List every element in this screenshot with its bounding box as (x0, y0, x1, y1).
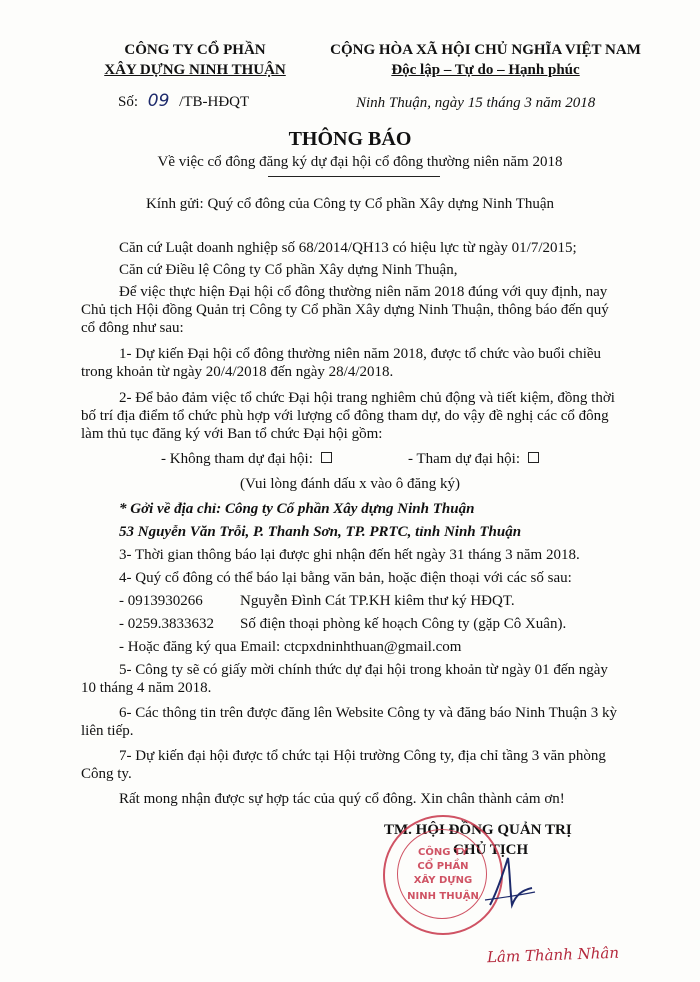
nation-title: CỘNG HÒA XÃ HỘI CHỦ NGHĨA VIỆT NAM (330, 42, 641, 58)
phone1-description: Nguyễn Đình Cát TP.KH kiêm thư ký HĐQT. (240, 593, 515, 609)
seal-text-line1: CÔNG TY (418, 847, 468, 858)
signer-name: Lâm Thành Nhân (486, 943, 620, 967)
intro-line2: Chủ tịch Hội đồng Quản trị Công ty Cổ phần Xây dựng Ninh Thuận, thông báo đến quý (81, 302, 609, 318)
date-year: 2018 (565, 95, 596, 111)
item3-line: 3- Thời gian thông báo lại được ghi nhận đến hết ngày 31 tháng 3 năm 2018. (119, 547, 580, 563)
option-not-attending (161, 451, 332, 468)
item1-line2: trong khoản từ ngày 20/4/2018 đến ngày 28/4/2018. (81, 364, 394, 380)
on-behalf-label: TM. HỘI ĐỒNG QUẢN TRỊ (384, 822, 572, 838)
item2-line2: bố trí địa điểm tổ chức phù hợp với lượng cổ đông tham dự, do vậy đề nghị các cổ đông (81, 408, 609, 424)
basis-law: Căn cứ Luật doanh nghiệp số 68/2014/QH13 có hiệu lực từ ngày 01/7/2015; (119, 240, 577, 256)
place-date-prefix: Ninh Thuận, ngày (356, 95, 464, 111)
closing-line: Rất mong nhận được sự hợp tác của quý cổ đông. Xin chân thành cảm ơn! (119, 791, 565, 807)
place-date (356, 95, 595, 112)
number-suffix: /TB-HĐQT (179, 94, 250, 110)
date-month: 3 (524, 95, 532, 111)
company-name-line1: CÔNG TY CỔ PHẦN (124, 42, 266, 58)
attending-checkbox[interactable] (528, 452, 539, 463)
phone2-description: Số điện thoại phòng kế hoạch Công ty (gặp Cô Xuân). (240, 616, 567, 632)
number-label: Số: (118, 94, 139, 110)
intro-line3: cổ đông như sau: (81, 320, 184, 336)
item5-line2: 10 tháng 4 năm 2018. (81, 680, 212, 696)
handwritten-signature (480, 850, 540, 920)
date-year-label: năm (535, 95, 562, 111)
seal-text-line2: CỔ PHẦN (417, 861, 469, 872)
email-line: - Hoặc đăng ký qua Email: ctcpxdninhthuan@gmail.com (119, 639, 462, 655)
basis-charter: Căn cứ Điều lệ Công ty Cổ phần Xây dựng Ninh Thuận, (119, 262, 458, 278)
option-attending-label: - Tham dự đại hội: (408, 451, 521, 467)
number-value: 09 (147, 91, 170, 111)
option-not-attending-label: - Không tham dự đại hội: (161, 451, 313, 467)
document-title: THÔNG BÁO (288, 128, 412, 150)
not-attending-checkbox[interactable] (321, 452, 332, 463)
item4-line: 4- Quý cổ đông có thể báo lại bằng văn bản, hoặc điện thoại với các số sau: (119, 570, 572, 586)
date-day: 15 (467, 95, 483, 111)
item7-line1: 7- Dự kiến đại hội được tổ chức tại Hội trường Công ty, địa chỉ tầng 3 văn phòng (119, 748, 606, 764)
company-seal-inner-ring (397, 829, 487, 919)
seal-text-line4: NINH THUẬN (407, 891, 479, 902)
checkbox-instruction: (Vui lòng đánh dấu x vào ô đăng ký) (240, 476, 460, 492)
recipient-line: Kính gửi: Quý cổ đông của Công ty Cổ phần Xây dựng Ninh Thuận (145, 196, 555, 212)
item6-line2: liên tiếp. (81, 723, 134, 739)
document-number (118, 91, 249, 111)
item2-line1: 2- Để bảo đảm việc tổ chức Đại hội trang nghiêm chủ động và tiết kiệm, đồng thời (119, 390, 615, 406)
intro-line1: Để việc thực hiện Đại hội cổ đông thường niên năm 2018 đúng với quy định, nay (119, 284, 608, 300)
phone2-number: - 0259.3833632 (119, 616, 214, 632)
document-subtitle: Về việc cổ đông đăng ký dự đại hội cổ đông thường niên năm 2018 (157, 154, 563, 170)
nation-motto: Độc lập – Tự do – Hạnh phúc (391, 62, 580, 78)
company-name-line2: XÂY DỰNG NINH THUẬN (104, 62, 286, 78)
date-month-label: tháng (486, 95, 521, 111)
send-to-line: * Gởi về địa chỉ: Công ty Cổ phần Xây dựng Ninh Thuận (119, 501, 475, 517)
seal-text-line3: XÂY DỰNG (413, 875, 473, 886)
item5-line1: 5- Công ty sẽ có giấy mời chính thức dự đại hội trong khoản từ ngày 01 đến ngày (119, 662, 608, 678)
option-attending (408, 451, 539, 468)
item6-line1: 6- Các thông tin trên được đăng lên Website Công ty và đăng báo Ninh Thuận 3 kỳ (119, 705, 617, 721)
item1-line1: 1- Dự kiến Đại hội cổ đông thường niên năm 2018, được tổ chức vào buổi chiều (119, 346, 602, 362)
address-line: 53 Nguyễn Văn Trỗi, P. Thanh Sơn, TP. PRTC, tỉnh Ninh Thuận (119, 524, 522, 540)
position-label: CHỦ TỊCH (453, 842, 529, 858)
title-underline (268, 176, 440, 177)
item7-line2: Công ty. (81, 766, 132, 782)
phone1-number: - 0913930266 (119, 593, 203, 609)
item2-line3: làm thủ tục đăng ký với Ban tổ chức Đại hội gồm: (81, 426, 383, 442)
